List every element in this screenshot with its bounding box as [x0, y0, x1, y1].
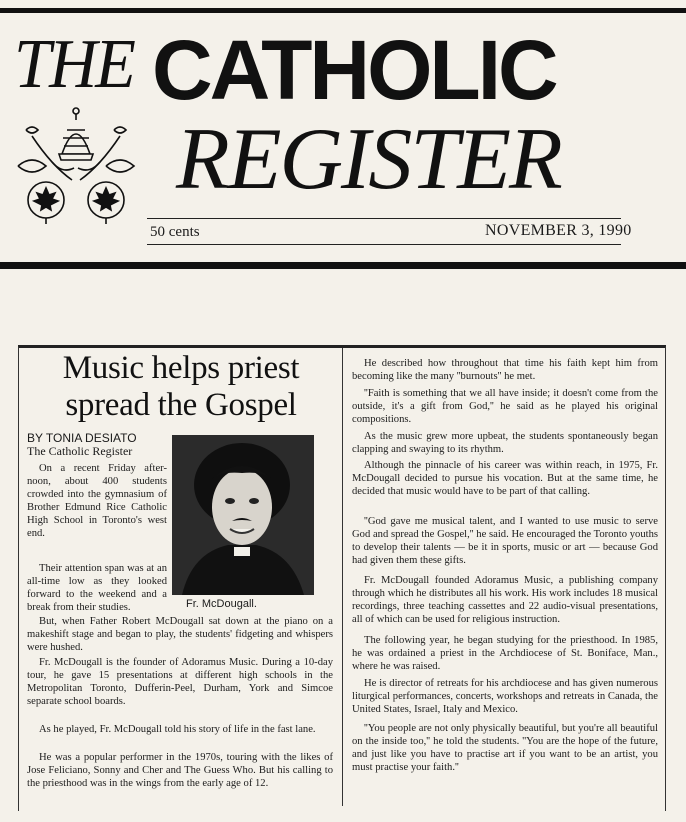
left-paragraph-1: On a recent Friday after-noon, about 400 students crowded into the gymnasium of Brother Edmund Rice Catholic High School in Toronto's west end. [27, 463, 167, 539]
right-paragraph-9: ''You people are not only physically beautiful, but you're all beautiful on the inside too,'' he told the students. ''You are the hope of the future, and just like you have to practise art if you want to be an artist, you must practise your faith.'' [352, 723, 658, 773]
masthead-rule [147, 218, 621, 219]
article-headline [24, 350, 338, 424]
right-paragraph-3: As the music grew more upbeat, the students spontaneously began clapping and swaying to its rhythm. [352, 431, 658, 455]
priest-photo [172, 435, 314, 595]
left-paragraph-2: Their attention span was at an all-time low as they looked forward to the weekend and a break from their studies. [27, 563, 167, 613]
headline-line-2: spread the Gospel [65, 387, 297, 423]
photo-caption: Fr. McDougall. [186, 598, 257, 610]
left-paragraph-3: But, when Father Robert McDougall sat down at the piano on a makeshift stage and began to play, the students' fidgeting and whispers were hushed. [27, 616, 333, 653]
right-paragraph-4: Although the pinnacle of his career was within reach, in 1975, Fr. McDougall decided to pursue his vocation. But at the same time, he decided that music would have to be part of that calling. [352, 460, 658, 497]
issue-date: NOVEMBER 3, 1990 [485, 222, 632, 239]
papal-emblem-icon [12, 96, 140, 224]
masthead-bottom-rule [0, 262, 686, 269]
column-divider [342, 348, 343, 806]
left-paragraph-5: As he played, Fr. McDougall told his story of life in the fast lane. [39, 724, 316, 735]
masthead-rule-lower [147, 244, 621, 245]
masthead-register: REGISTER [176, 111, 561, 208]
masthead-catholic: CATHOLIC [152, 23, 556, 117]
left-paragraph-6: He was a popular performer in the 1970s, touring with the likes of Jose Feliciano, Sonny and Cher and The Guess Who. But his calling to the priesthood was in the wings from the early age of 12. [27, 752, 333, 789]
headline-line-1: Music helps priest [62, 350, 300, 386]
right-paragraph-8: He is director of retreats for his archdiocese and has given numerous liturgical performances, concerts, workshops and retreats in Canada, the United States, Israel, Italy and Mexico. [352, 678, 658, 715]
masthead-top-rule [0, 8, 686, 13]
right-paragraph-5: ''God gave me musical talent, and I wanted to use music to serve God and spread the Gospel,'' he said. He encouraged the Toronto youths to develop their talents — be it in sports, music or art — because God had given them these gifts. [352, 516, 658, 566]
byline-author: BY TONIA DESIATO [27, 431, 137, 445]
masthead-the: THE [14, 26, 134, 103]
right-paragraph-7: The following year, he began studying for the priesthood. In 1985, he was ordained a priest in the Archdiocese of St. Boniface, Man., where he was raised. [352, 635, 658, 672]
left-paragraph-4: Fr. McDougall is the founder of Adoramus Music. During a 10-day tour, he gave 15 presentations at different high schools in the Metropolitan Toronto, Dufferin-Peel, Durham, York and Simcoe separate school boards. [27, 657, 333, 707]
priest-portrait-icon [172, 435, 314, 595]
right-paragraph-2: ''Faith is something that we all have inside; it doesn't come from the outside, it's a gift from God,'' he said as he played his original compositions. [352, 388, 658, 425]
right-paragraph-1: He described how throughout that time his faith kept him from becoming like the many ''burnouts'' he met. [352, 358, 658, 382]
issue-price: 50 cents [150, 224, 200, 240]
right-paragraph-6: Fr. McDougall founded Adoramus Music, a publishing company through which he distributes all his work. His work includes 18 musical recordings, three teaching cassettes and 22 audio-visual presentations, all of which can be used for religious instruction. [352, 575, 658, 625]
byline-outlet: The Catholic Register [27, 444, 133, 458]
